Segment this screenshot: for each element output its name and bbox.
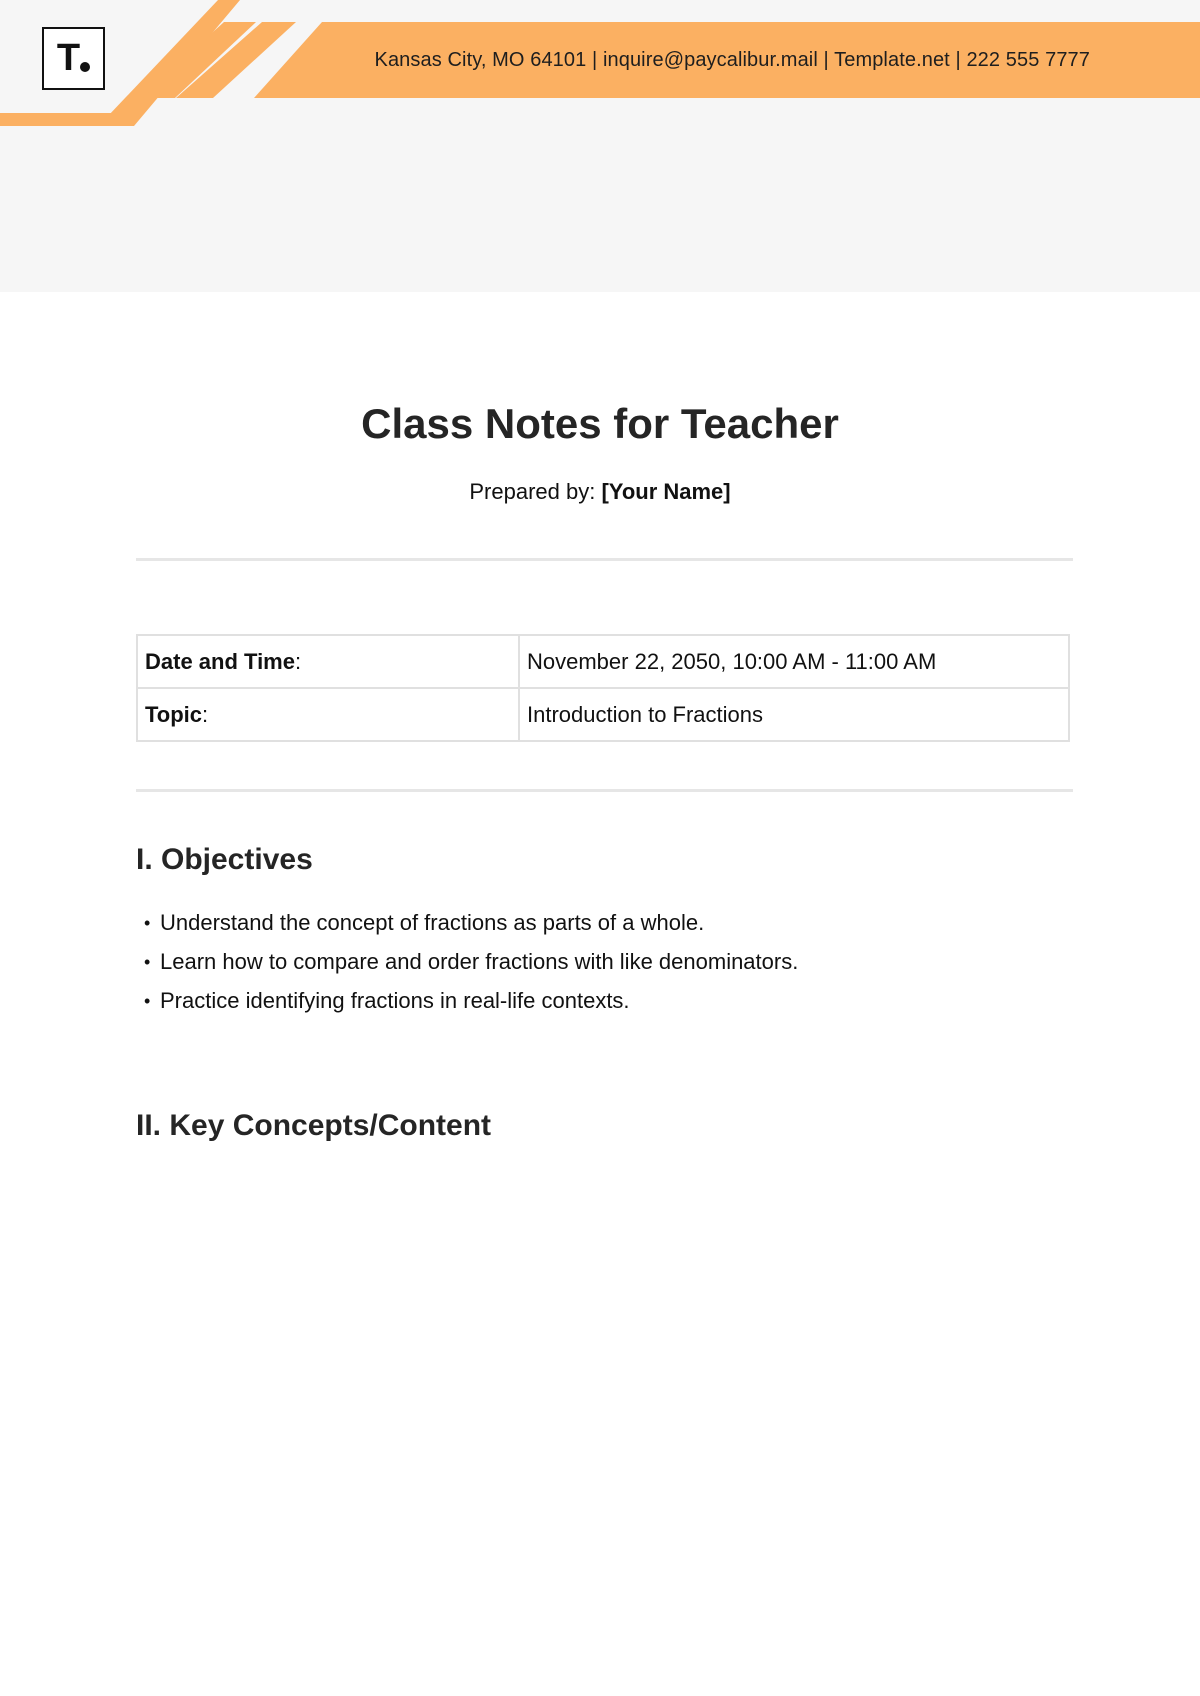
- contact-bar: [0, 22, 1200, 98]
- topic-label: Topic: [145, 701, 203, 727]
- logo-dot: [80, 62, 90, 72]
- prepared-by-label: Prepared by:: [469, 479, 602, 504]
- label-colon: :: [202, 701, 209, 727]
- date-time-value: November 22, 2050, 10:00 AM - 11:00 AM: [519, 635, 1069, 688]
- key-concepts-heading: II. Key Concepts/Content: [136, 1109, 492, 1142]
- bullet-icon: •: [144, 913, 151, 933]
- contact-info: Kansas City, MO 64101 | inquire@paycalibur.mail | Template.net | 222 555 7777: [374, 48, 1090, 71]
- page-header: [0, 0, 1200, 292]
- document-title: Class Notes for Teacher: [361, 400, 839, 447]
- table-row: [137, 635, 1069, 688]
- prepared-by-name: [Your Name]: [601, 479, 731, 504]
- bullet-icon: •: [144, 991, 151, 1011]
- list-item: [136, 985, 1066, 1024]
- label-colon: :: [294, 648, 302, 674]
- bullet-icon: •: [144, 952, 151, 972]
- divider-top: [136, 558, 1073, 561]
- objective-text: Understand the concept of fractions as parts of a whole.: [160, 910, 705, 935]
- objective-text: Learn how to compare and order fractions with like denominators.: [160, 949, 799, 974]
- date-time-label: Date and Time: [145, 648, 295, 674]
- list-item: [136, 946, 1066, 985]
- objectives-list: [136, 907, 1066, 1024]
- objectives-heading: I. Objectives: [136, 843, 313, 876]
- topic-value: Introduction to Fractions: [519, 688, 1069, 741]
- info-label-cell: [137, 688, 519, 741]
- brand-logo: [42, 27, 105, 90]
- table-row: [137, 688, 1069, 741]
- list-item: [136, 907, 1066, 946]
- info-label-cell: [137, 635, 519, 688]
- divider-bottom: [136, 789, 1073, 792]
- info-table: [136, 634, 1070, 742]
- logo-letter: T: [56, 36, 81, 79]
- objective-text: Practice identifying fractions in real-life contexts.: [160, 988, 630, 1013]
- prepared-by: [0, 479, 1200, 505]
